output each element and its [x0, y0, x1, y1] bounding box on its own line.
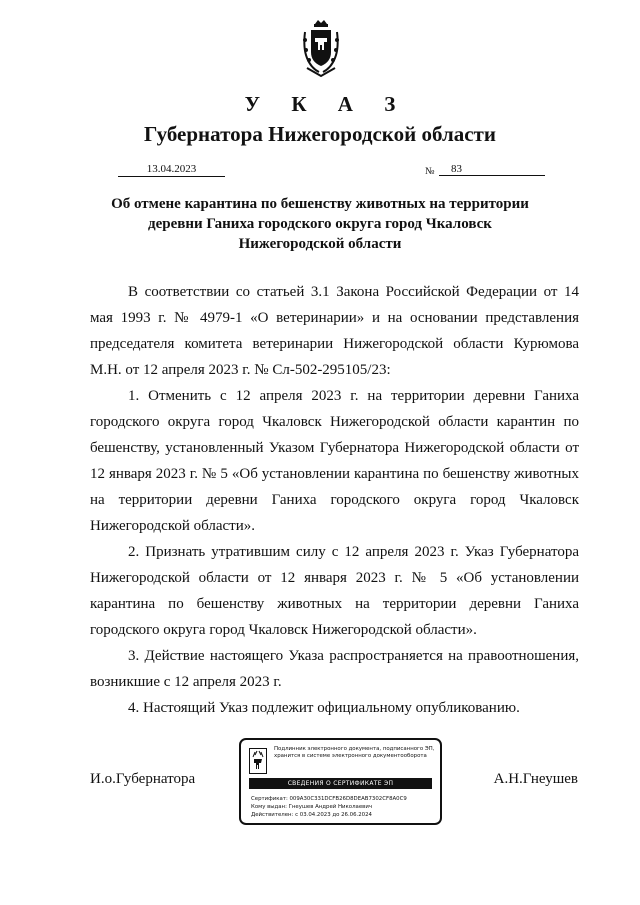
issuer-title: Губернатора Нижегородской области: [144, 122, 496, 146]
heading-line: Нижегородской области: [238, 236, 402, 252]
row-value: Гнеушев Андрей Николаевич: [288, 804, 373, 810]
signatory-name: А.Н.Гнеушев: [493, 771, 578, 787]
stamp-note: [274, 746, 439, 760]
row-label: Сертификат:: [251, 796, 288, 802]
item-paragraph: 2. Признать утратившим силу с 12 апреля 2023 г. Указ Губернатора Нижегородской области от 12 января 2023 г. № 5 «Об установлении карантина по бешенству животных на территории деревни Ганиха городского округа город Чкаловск Нижегородской области».: [90, 544, 579, 638]
document-date: 13.04.2023: [118, 163, 225, 177]
intro-paragraph: В соответствии со статьей 3.1 Закона Российской Федерации от 14 мая 1993 г. № 4979-1 «О ветеринарии» и на основании представления председателя комитета ветеринарии Нижегородской области Курюмова М.Н. от 12 апреля 2023 г. № Сл-502-295105/23:: [90, 284, 579, 378]
certificate-row: [251, 796, 407, 803]
document-body: [90, 279, 579, 721]
stamp-title-bar: СВЕДЕНИЯ О СЕРТИФИКАТЕ ЭП: [249, 778, 432, 789]
row-value: 009A30C331DCFB26D8DEAB7302CF8A0C9: [289, 796, 407, 802]
signatory-position: И.о.Губернатора: [90, 771, 196, 787]
coat-of-arms-icon: [299, 18, 343, 78]
validity-row: [251, 812, 372, 819]
electronic-signature-stamp: [239, 738, 442, 825]
document-number: 83: [439, 163, 545, 176]
stamp-note-line: Подлинник электронного документа, подписанного ЭП,: [274, 746, 435, 752]
stamp-note-line: хранится в системе электронного документооборота: [274, 753, 427, 759]
row-value: с 03.04.2023 до 26.06.2024: [295, 812, 372, 818]
document-type-title: У К А З: [244, 92, 409, 116]
item-paragraph: 3. Действие настоящего Указа распространяется на правоотношения, возникшие с 12 апреля 2023 г.: [90, 648, 579, 690]
row-label: Кому выдан:: [251, 804, 287, 810]
item-paragraph: 4. Настоящий Указ подлежит официальному опубликованию.: [128, 700, 520, 716]
item-paragraph: 1. Отменить с 12 апреля 2023 г. на территории деревни Ганиха городского округа город Чкаловск Нижегородской области карантин по бешенству, установленный Указом Губернатора Нижегородской области от 12 января 2023 г. № 5 «Об установлении карантина по бешенству животных на территории деревни Ганиха городского округа город Чкаловск Нижегородской области».: [90, 388, 579, 534]
number-label: №: [425, 166, 435, 177]
issued-to-row: [251, 804, 372, 811]
heading-line: Об отмене карантина по бешенству животных на территории: [111, 196, 529, 212]
deer-emblem-icon: [249, 748, 267, 774]
row-label: Действителен:: [251, 812, 294, 818]
heading-line: деревни Ганиха городского округа город Чкаловск: [148, 216, 492, 232]
document-heading: [100, 194, 540, 254]
